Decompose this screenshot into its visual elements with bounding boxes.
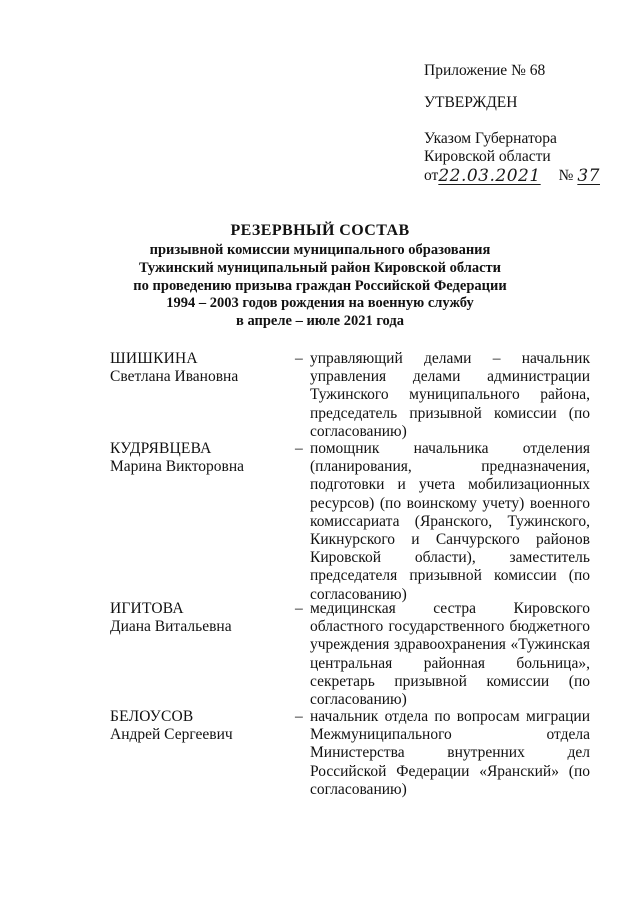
member-role: помощник начальника отделения (планирования, предназначения, подготовки и учета мобилизационных ресурсов) (по воинскому учету) военного комиссариата (Яранского, Тужинского, Кикнурского и Санчурского районов Кировской области), заместитель председателя призывной комиссии (по согласованию) xyxy=(310,440,590,603)
member-surname: ШИШКИНА xyxy=(110,350,198,367)
date-prefix: от xyxy=(424,167,439,184)
member-name xyxy=(110,350,280,386)
member-given-name: Диана Витальевна xyxy=(110,618,232,636)
title-line: Тужинский муниципальный район Кировской области xyxy=(138,259,502,276)
member-entry xyxy=(110,440,590,603)
member-dash: – xyxy=(295,350,303,367)
member-entry xyxy=(110,708,590,799)
members-list xyxy=(110,350,590,799)
title-main: РЕЗЕРВНЫЙ СОСТАВ xyxy=(230,222,410,239)
member-surname: БЕЛОУСОВ xyxy=(110,708,194,725)
member-role: медицинская сестра Кировского областного государственного бюджетного учреждения здравоохранения «Тужинская центральная районная больница», секретарь призывной комиссии (по согласованию) xyxy=(310,600,590,709)
member-surname: КУДРЯВЦЕВА xyxy=(110,440,212,457)
approved-label: УТВЕРЖДЕН xyxy=(424,94,518,111)
title-line: по проведению призыва граждан Российской Федерации xyxy=(133,277,507,294)
title-line: в апреле – июле 2021 года xyxy=(236,313,404,330)
member-entry xyxy=(110,600,590,708)
handwritten-date: 22.03.2021 xyxy=(438,166,541,186)
title-line: 1994 – 2003 годов рождения на военную службу xyxy=(166,295,474,312)
member-dash: – xyxy=(295,600,303,617)
member-role: управляющий делами – начальник управления делами администрации Тужинского муниципального района, председатель призывной комиссии (по согласованию) xyxy=(310,350,590,440)
member-role: начальник отдела по вопросам миграции Межмуниципального отдела Министерства внутренних дел Российской Федерации «Яранский» (по согласованию) xyxy=(310,708,590,798)
member-surname: ИГИТОВА xyxy=(110,600,184,617)
appendix-number: Приложение № 68 xyxy=(424,62,546,79)
document-title xyxy=(120,221,520,331)
number-label: № xyxy=(558,167,574,184)
member-given-name: Андрей Сергеевич xyxy=(110,726,233,744)
decree-line-1: Указом Губернатора xyxy=(424,130,557,147)
decree-line-2: Кировской области xyxy=(424,148,551,165)
handwritten-number: 37 xyxy=(577,166,600,186)
member-given-name: Марина Викторовна xyxy=(110,458,245,476)
title-line: призывной комиссии муниципального образования xyxy=(149,242,491,258)
member-name xyxy=(110,440,280,476)
approval-stamp-block xyxy=(424,62,634,185)
member-dash: – xyxy=(295,708,303,725)
member-name xyxy=(110,708,280,744)
member-entry xyxy=(110,350,590,440)
member-given-name: Светлана Ивановна xyxy=(110,368,239,386)
member-name xyxy=(110,600,280,636)
decree-date-line xyxy=(424,166,634,185)
member-dash: – xyxy=(295,440,303,457)
